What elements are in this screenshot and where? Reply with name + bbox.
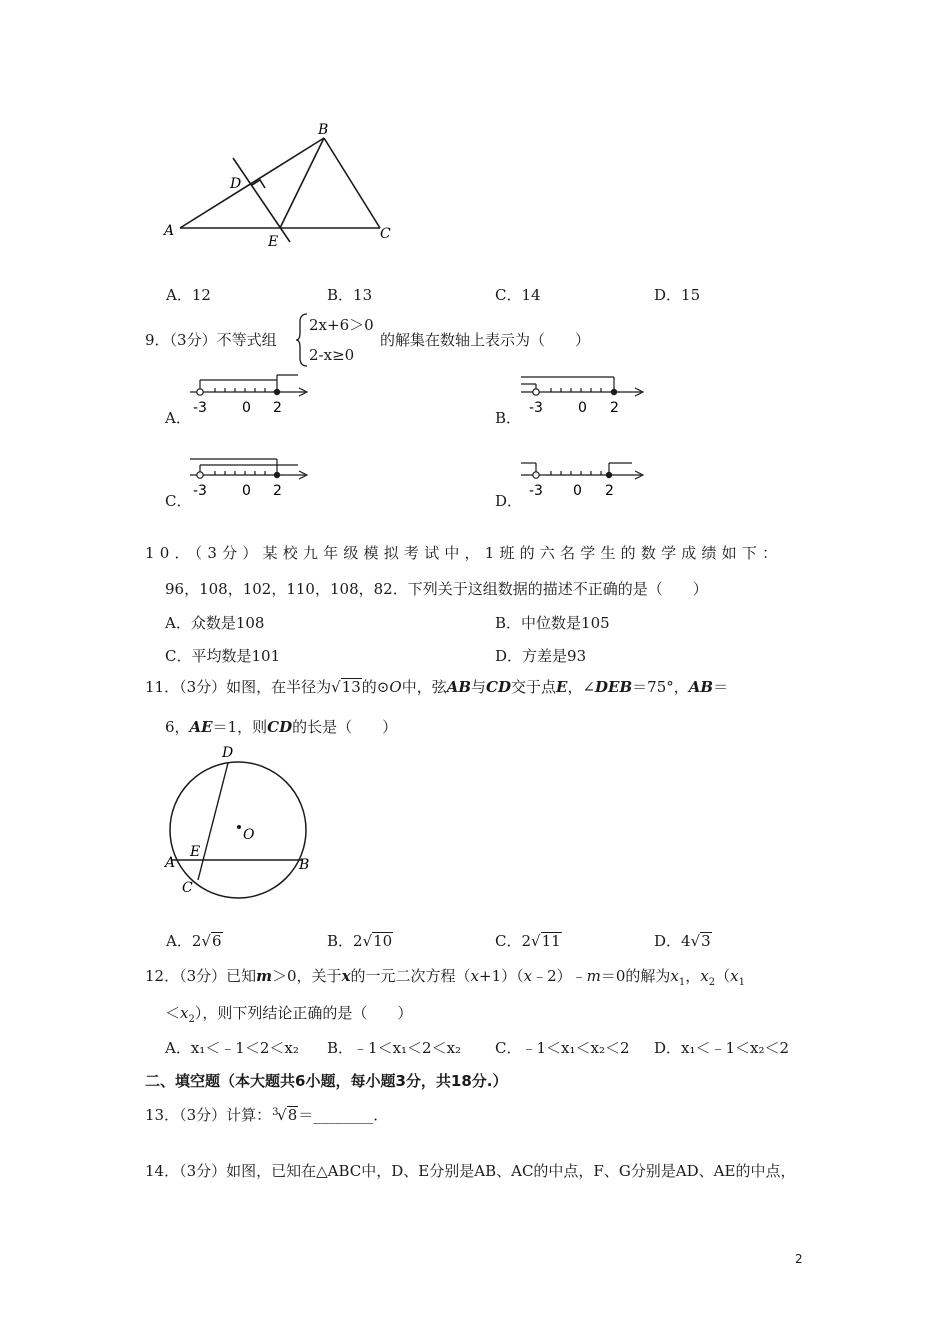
q11-text: 的长是（ ）	[292, 718, 398, 736]
q10-line-1: 10．（3分）某校九年级模拟考试中，1班的六名学生的数学成绩如下：	[145, 544, 783, 562]
var-O: O	[389, 678, 402, 696]
q9-number-line-a	[185, 372, 315, 422]
var-E: E	[556, 678, 568, 696]
q8-option-b: B．13	[327, 286, 373, 304]
page-number: 2	[795, 1252, 803, 1266]
var-CD: CD	[267, 718, 293, 736]
cube-root-8: 3 √8	[272, 1106, 298, 1124]
q9-option-d-letter: D．	[495, 492, 523, 510]
q9-inequality-1: 2x+6＞0	[309, 316, 374, 334]
q11-text: 11．（3分）如图，在半径为	[145, 678, 332, 696]
label-B: B	[299, 857, 310, 873]
q10-option-c: C．平均数是101	[165, 647, 281, 665]
q12-option-c: C．﹣1＜x₁＜x₂＜2	[495, 1039, 630, 1057]
q11-text: 与	[471, 678, 487, 696]
axis-label-0: 0	[242, 400, 251, 416]
perpendicular-line-DE	[233, 158, 290, 242]
q9-number-line-c	[185, 455, 315, 505]
axis-label-2: 2	[610, 400, 619, 416]
q11-option-b: B．2√10	[327, 932, 393, 950]
q9-number-line-b	[516, 372, 651, 422]
q9-suffix: 的解集在数轴上表示为（ ）	[380, 331, 591, 349]
segment-BC	[324, 138, 380, 228]
q8-option-a: A．12	[166, 286, 211, 304]
q10-line-2: 96，108，102，110，108，82．下列关于这组数据的描述不正确的是（ ）	[165, 580, 708, 598]
label-E: E	[268, 234, 279, 250]
label-C: C	[380, 226, 391, 242]
q10-option-a: A．众数是108	[165, 614, 265, 632]
q13-prefix: 13．（3分）计算：	[145, 1106, 272, 1124]
q11-line-2	[165, 718, 397, 736]
var-AE: AE	[189, 718, 213, 736]
q11-line-1	[145, 678, 728, 696]
q11-option-d: D．4√3	[654, 932, 711, 950]
q9-inequality-2: 2-x≥0	[309, 346, 355, 364]
q11-text: ，∠	[567, 678, 596, 696]
label-E: E	[190, 844, 201, 860]
var-AB: AB	[688, 678, 714, 696]
axis-label-0: 0	[578, 400, 587, 416]
q13-suffix: ＝________．	[298, 1106, 389, 1124]
axis-label-2: 2	[273, 400, 282, 416]
sqrt-13: √13	[331, 678, 361, 696]
q9-prefix: 9．（3分）不等式组	[145, 331, 277, 349]
q9-number-line-d	[516, 455, 651, 505]
q11-text: ＝75°，	[632, 678, 689, 696]
q9-option-c-letter: C．	[165, 492, 192, 510]
axis-label-2: 2	[605, 483, 614, 499]
axis-label-neg3: -3	[529, 483, 543, 499]
axis-label-0: 0	[573, 483, 582, 499]
label-B: B	[318, 122, 329, 138]
q11-text: 交于点	[511, 678, 557, 696]
radicand: 13	[341, 678, 361, 696]
q8-option-c: C．14	[495, 286, 541, 304]
q12-line-1: 12．（3分）已知m＞0，关于x的一元二次方程（x+1）（x﹣2）﹣m＝0的解为$x_1$，$x_2(x_1$	[145, 967, 745, 988]
q12-option-b: B．﹣1＜x₁＜2＜x₂	[327, 1039, 462, 1057]
q14-line-1: 14．（3分）如图，已知在△ABC中，D、E分别是AB、AC的中点，F、G分别是AD、AE的中点，	[145, 1162, 796, 1180]
q13-line	[145, 1106, 388, 1124]
axis-label-neg3: -3	[193, 400, 207, 416]
axis-label-neg3: -3	[193, 483, 207, 499]
axis-label-0: 0	[242, 483, 251, 499]
label-O: O	[243, 827, 255, 843]
label-D: D	[222, 745, 234, 761]
q10-option-b: B．中位数是105	[495, 614, 610, 632]
var-CD: CD	[486, 678, 511, 696]
label-A: A	[164, 223, 175, 239]
center-dot	[237, 825, 241, 829]
label-A: A	[165, 855, 176, 871]
q8-option-d: D．15	[654, 286, 701, 304]
q9-option-b-letter: B．	[495, 409, 522, 427]
q11-circle-figure	[160, 742, 325, 897]
q9-option-a-letter: A．	[165, 409, 191, 427]
label-D: D	[230, 176, 242, 192]
q11-option-a: A．2√6	[166, 932, 222, 950]
section-2-title: 二、填空题（本大题共6小题，每小题3分，共18分.）	[145, 1072, 508, 1090]
axis-label-neg3: -3	[529, 400, 543, 416]
q11-text: 6，	[165, 718, 190, 736]
circle-O	[170, 762, 306, 898]
q11-text: ＝1，则	[212, 718, 268, 736]
label-C: C	[182, 880, 193, 896]
q11-text: 中，弦	[401, 678, 447, 696]
axis-label-2: 2	[273, 483, 282, 499]
q11-option-c: C．2√11	[495, 932, 561, 950]
q12-line-2: $<x_2$），则下列结论正确的是（ ）	[165, 1004, 413, 1025]
q12-option-d: D．x₁＜﹣1＜x₂＜2	[654, 1039, 790, 1057]
q11-text: ＝	[713, 678, 729, 696]
q10-option-d: D．方差是93	[495, 647, 587, 665]
var-DEB: DEB	[595, 678, 633, 696]
var-AB: AB	[446, 678, 472, 696]
q12-option-a: A．x₁＜﹣1＜2＜x₂	[165, 1039, 299, 1057]
q8-triangle-figure	[160, 118, 400, 253]
q11-text: 的⊙	[361, 678, 390, 696]
q9-brace	[296, 313, 308, 367]
chord-CD	[198, 763, 228, 880]
